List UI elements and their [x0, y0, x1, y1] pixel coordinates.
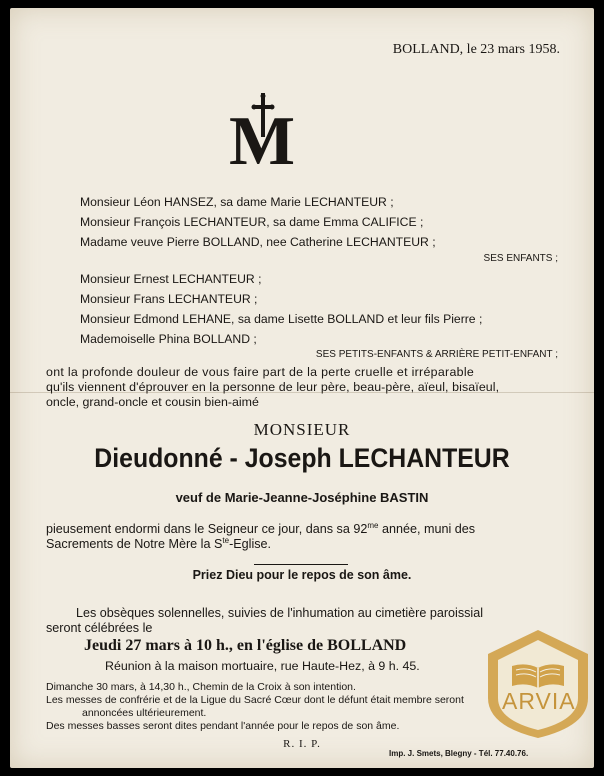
place-date: BOLLAND, le 23 mars 1958. — [392, 42, 560, 57]
note-line: Des messes basses seront dites pendant l'année pour le repos de son âme. — [46, 720, 400, 732]
prayer-line: Priez Dieu pour le repos de son âme. — [192, 568, 412, 582]
family-line: Monsieur Frans LECHANTEUR ; — [80, 292, 258, 306]
family-line: Monsieur Léon HANSEZ, sa dame Marie LECHANTEUR ; — [80, 195, 394, 209]
note-line: annoncées ultérieurement. — [82, 707, 207, 719]
death-line — [46, 521, 475, 536]
deceased-name: Dieudonné - Joseph LECHANTEUR — [94, 443, 510, 473]
announce-line: oncle, grand-oncle et cousin bien-aimé — [46, 395, 259, 409]
funeral-line: Les obsèques solennelles, suivies de l'inhumation au cimetière paroissial — [76, 606, 484, 620]
reunion-line: Réunion à la maison mortuaire, rue Haute-Hez, à 9 h. 45. — [105, 659, 420, 673]
funeral-date: Jeudi 27 mars à 10 h., en l'église de BOLLAND — [84, 637, 407, 654]
widower-line: veuf de Marie-Jeanne-Joséphine BASTIN — [175, 490, 429, 505]
arvia-logo-icon — [484, 628, 592, 740]
monogram-emblem — [225, 93, 305, 183]
monogram-letter: M — [229, 103, 296, 180]
death-line — [46, 536, 271, 551]
saint-sup: te — [222, 536, 230, 545]
family-line: Mademoiselle Phina BOLLAND ; — [80, 332, 257, 346]
prayer-rule — [254, 564, 348, 565]
death-text: pieusement endormi dans le Seigneur ce jour, dans sa 92 — [46, 522, 368, 537]
death-text: Sacrements de Notre Mère la S — [46, 537, 223, 552]
death-text: année, muni des — [378, 522, 476, 537]
note-line: Dimanche 30 mars, à 14,30 h., Chemin de la Croix à son intention. — [46, 681, 356, 693]
family-line: Madame veuve Pierre BOLLAND, nee Catherine LECHANTEUR ; — [80, 235, 436, 249]
note-line: Les messes de confrérie et de la Ligue du Sacré Cœur dont le défunt était membre seront — [46, 694, 464, 706]
fold-crease — [10, 392, 594, 393]
arvia-watermark-badge — [484, 628, 592, 745]
rip: R. I. P. — [283, 738, 321, 750]
family-line: Monsieur François LECHANTEUR, sa dame Emma CALIFICE ; — [80, 215, 424, 229]
watermark-text: ARVIA — [502, 688, 576, 714]
death-text: -Eglise. — [229, 537, 272, 552]
announce-line: ont la profonde douleur de vous faire part de la perte cruelle et irréparable — [46, 365, 475, 379]
family-line: Monsieur Ernest LECHANTEUR ; — [80, 272, 262, 286]
group-label: SES ENFANTS ; — [483, 253, 558, 264]
group-label: SES PETITS-ENFANTS & ARRIÈRE PETIT-ENFANT ; — [315, 349, 558, 360]
announce-line: qu'ils viennent d'éprouver en la personne de leur père, beau-père, aïeul, bisaïeul, — [46, 380, 500, 394]
ordinal-sup: me — [367, 521, 379, 530]
honorific: MONSIEUR — [253, 420, 351, 439]
funeral-line: seront célébrées le — [46, 621, 153, 635]
printer-line: Imp. J. Smets, Blegny - Tél. 77.40.76. — [389, 749, 529, 758]
family-line: Monsieur Edmond LEHANE, sa dame Lisette BOLLAND et leur fils Pierre ; — [80, 312, 483, 326]
